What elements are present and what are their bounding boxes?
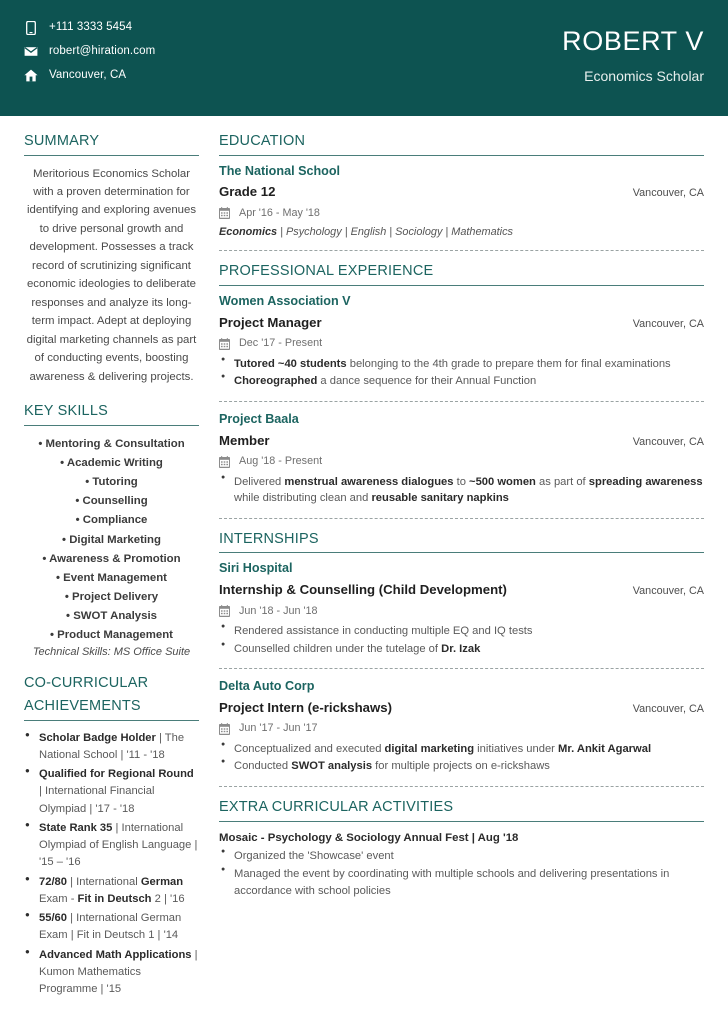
achievements-rule — [24, 720, 199, 721]
bullet-item — [219, 741, 704, 758]
achievement-item — [24, 730, 199, 765]
extra-curricular-entries — [219, 831, 704, 900]
key-skill-item — [24, 473, 199, 492]
bullet-item — [219, 373, 704, 390]
emphasis-text: Scholar Badge Holder — [39, 731, 156, 744]
location-text: Vancouver, CA — [49, 68, 127, 81]
bullet-item — [219, 866, 704, 899]
experience-entry — [219, 295, 704, 390]
plain-text: to — [453, 475, 470, 488]
phone-icon — [24, 20, 38, 35]
candidate-name: ROBERT V — [562, 26, 704, 56]
candidate-role: Economics Scholar — [584, 68, 704, 84]
emphasis-text: spreading awareness — [588, 475, 703, 488]
emphasis-text: Mr. Ankit Agarwal — [558, 742, 652, 755]
plain-text: | International Financial Olympiad | '17 - '18 — [39, 785, 155, 815]
internship-entries — [219, 562, 704, 775]
contact-email[interactable] — [24, 44, 155, 59]
date-text: Jun '17 - Jun '17 — [239, 722, 318, 735]
plain-text: Counselled children under the tutelage of — [234, 642, 442, 655]
role-row — [219, 583, 704, 598]
entry-location: Vancouver, CA — [632, 187, 704, 200]
achievement-item — [24, 766, 199, 818]
organization-name: Women Association V — [219, 293, 351, 308]
organization-name: The National School — [219, 163, 341, 178]
extra-curricular-heading: EXTRA CURRICULAR ACTIVITIES — [219, 799, 454, 816]
section-achievements — [24, 674, 199, 998]
key-skill-label: Product Management — [57, 629, 173, 642]
bullet-dot: • — [75, 495, 83, 508]
emphasis-text: German — [140, 875, 184, 888]
key-skill-item — [24, 626, 199, 645]
key-skill-label: Academic Writing — [66, 456, 163, 469]
plain-text: Managed the event by coordinating with multiple schools and delivering presentations in accordance with school policies — [234, 867, 670, 897]
education-rule — [219, 155, 704, 156]
key-skill-label: Tutoring — [92, 476, 138, 489]
calendar-icon — [219, 338, 230, 350]
bullet-item — [219, 758, 704, 775]
plain-text: a dance sequence for their Annual Function — [317, 375, 537, 388]
entry-location: Vancouver, CA — [632, 703, 704, 715]
date-text: Apr '16 - May '18 — [239, 206, 320, 219]
emphasis-text: Qualified for Regional Round — [39, 768, 194, 781]
key-skill-item — [24, 492, 199, 511]
bullet-dot: • — [62, 533, 70, 546]
achievements-heading-line2: ACHIEVEMENTS — [24, 697, 141, 714]
extra-curricular-rule — [219, 821, 704, 822]
key-skill-label: Digital Marketing — [69, 533, 161, 546]
plain-text: initiatives under — [474, 742, 559, 755]
date-text: Aug '18 - Present — [239, 455, 323, 468]
plain-text: Delivered — [234, 475, 285, 488]
date-text: Jun '18 - Jun '18 — [239, 604, 318, 617]
entry-location: Vancouver, CA — [632, 317, 704, 330]
role-row — [219, 185, 704, 200]
main-column — [211, 116, 728, 1014]
key-skill-item — [24, 511, 199, 530]
experience-entries — [219, 295, 704, 507]
organization-name: Siri Hospital — [219, 561, 293, 576]
key-skill-item — [24, 607, 199, 626]
experience-rule — [219, 285, 704, 286]
plain-text: 2 | '16 — [151, 892, 185, 905]
key-skill-label: Event Management — [63, 571, 167, 584]
role-row — [219, 316, 704, 331]
key-skill-label: Project Delivery — [72, 590, 159, 603]
entry-location: Vancouver, CA — [632, 585, 704, 598]
resume-body — [0, 116, 728, 1014]
contact-location[interactable] — [24, 68, 155, 83]
email-text: robert@hiration.com — [49, 44, 156, 57]
key-skill-item — [24, 569, 199, 588]
job-title: Project Manager — [219, 314, 322, 330]
key-skills-list — [24, 435, 199, 646]
bullet-dot: • — [85, 476, 93, 489]
bullet-list — [219, 741, 704, 775]
bullet-item — [219, 848, 704, 865]
plain-text: while distributing clean and — [234, 492, 372, 505]
internships-heading: INTERNSHIPS — [219, 530, 319, 547]
bullet-list — [219, 356, 704, 390]
envelope-icon — [24, 44, 38, 59]
job-title: Internship & Counselling (Child Development) — [219, 582, 507, 598]
contact-phone[interactable] — [24, 20, 155, 35]
bullet-dot: • — [66, 610, 74, 623]
achievement-item — [24, 947, 199, 999]
emphasis-text: Tutored ~40 students — [234, 357, 347, 370]
emphasis-text: Advanced Math Applications — [39, 948, 192, 961]
internships-rule — [219, 552, 704, 553]
key-skill-label: SWOT Analysis — [73, 610, 157, 623]
bullet-dot: • — [60, 456, 67, 469]
plain-text: Conceptualized and executed — [234, 742, 385, 755]
summary-heading: SUMMARY — [24, 133, 100, 149]
summary-rule — [24, 155, 199, 156]
phone-text: +111 3333 5454 — [49, 20, 133, 33]
achievements-list — [24, 730, 199, 999]
key-skill-label: Mentoring & Consultation — [45, 437, 185, 450]
bullet-item — [219, 641, 704, 658]
achievement-item — [24, 910, 199, 945]
entry-divider — [219, 668, 704, 669]
education-entry — [219, 165, 704, 240]
section-key-skills — [24, 402, 199, 658]
date-row — [219, 605, 704, 617]
section-summary — [24, 132, 199, 386]
plain-text: Conducted — [234, 760, 292, 773]
bullet-item — [219, 474, 704, 507]
divider-internships — [219, 786, 704, 787]
emphasis-text: Choreographed — [234, 375, 318, 388]
calendar-icon — [219, 207, 230, 219]
entry-divider — [219, 401, 704, 402]
entry-location: Vancouver, CA — [632, 435, 704, 448]
plain-text: for multiple projects on e-rickshaws — [372, 760, 550, 773]
section-internships — [219, 530, 704, 775]
bullet-item — [219, 356, 704, 373]
bullet-dot: • — [56, 571, 64, 584]
plain-text: as part of — [535, 475, 589, 488]
emphasis-text: digital marketing — [384, 742, 475, 755]
plain-text: Exam - — [39, 892, 78, 905]
contact-list — [24, 20, 155, 83]
key-skill-label: Awareness & Promotion — [49, 552, 181, 565]
internship-entry — [219, 562, 704, 657]
calendar-icon — [219, 723, 230, 735]
organization-name: Project Baala — [219, 411, 299, 426]
plain-text: | Psychology | English | Sociology | Mathematics — [277, 226, 513, 239]
summary-text: Meritorious Economics Scholar with a proven determination for identifying and exploring avenues to drive personal growth and development. Possesses a track record of scrutinizing significant economic ideologies to deliberate responses and analyze its long-term impact. Adept at deploying digital marketing channels as part of conducting events, boosting awareness & delivering projects. — [26, 167, 197, 383]
plain-text: Organized the 'Showcase' event — [234, 850, 394, 863]
plain-text: | International German Exam | Fit in Deutsch 1 | '14 — [39, 912, 182, 942]
bullet-list — [219, 623, 704, 657]
key-skill-item — [24, 454, 199, 473]
divider-education — [219, 250, 704, 251]
plain-text: | Kumon Mathematics Programme | '15 — [39, 948, 198, 996]
sidebar — [0, 116, 211, 1014]
emphasis-text: State Rank 35 — [39, 821, 113, 834]
achievement-item — [24, 820, 199, 872]
job-title: Project Intern (e-rickshaws) — [219, 700, 392, 715]
extra-curricular-title: Mosaic - Psychology & Sociology Annual Fest | Aug '18 — [219, 831, 519, 844]
section-extra-curricular — [219, 798, 704, 899]
job-title: Member — [219, 432, 270, 448]
bullet-item — [219, 623, 704, 640]
section-professional-experience — [219, 262, 704, 506]
emphasis-text: Fit in Deutsch — [77, 892, 152, 905]
bullet-dot: • — [38, 437, 46, 450]
plain-text: | International — [67, 875, 141, 888]
key-skill-item — [24, 588, 199, 607]
emphasis-text: ~500 women — [469, 475, 536, 488]
technical-skills-text: Technical Skills: MS Office Suite — [32, 646, 191, 659]
calendar-icon — [219, 605, 230, 617]
date-row — [219, 207, 704, 219]
bullet-dot: • — [50, 629, 58, 642]
key-skills-heading: KEY SKILLS — [24, 403, 108, 420]
achievement-item — [24, 874, 199, 909]
internship-entry — [219, 680, 704, 775]
emphasis-text: SWOT analysis — [291, 760, 373, 773]
key-skills-rule — [24, 425, 199, 426]
identity-block — [562, 20, 704, 83]
education-entries — [219, 165, 704, 240]
emphasis-text: Dr. Izak — [441, 642, 481, 655]
date-row — [219, 723, 704, 735]
key-skill-item — [24, 550, 199, 569]
emphasis-text: Economics — [219, 226, 278, 239]
bullet-dot: • — [75, 514, 83, 527]
emphasis-text: menstrual awareness dialogues — [284, 475, 454, 488]
experience-entry — [219, 413, 704, 507]
key-skill-item — [24, 531, 199, 550]
date-row — [219, 338, 704, 350]
section-education — [219, 132, 704, 239]
calendar-icon — [219, 456, 230, 468]
organization-name: Delta Auto Corp — [219, 679, 315, 694]
home-icon — [24, 68, 38, 83]
bullet-dot: • — [42, 552, 50, 565]
plain-text: | International Olympiad of English Language | '15 – '16 — [39, 821, 198, 869]
resume-header — [0, 0, 728, 116]
emphasis-text: reusable sanitary napkins — [371, 492, 509, 505]
role-row — [219, 434, 704, 449]
divider-experience — [219, 518, 704, 519]
date-row — [219, 456, 704, 468]
bullet-dot: • — [64, 590, 73, 603]
key-skill-item — [24, 435, 199, 454]
subjects-line — [219, 225, 704, 239]
bullet-list — [219, 474, 704, 507]
plain-text: | The National School | '11 - '18 — [39, 731, 185, 761]
achievements-heading-line1: CO-CURRICULAR — [24, 675, 149, 692]
emphasis-text: 55/60 — [39, 912, 67, 925]
job-title: Grade 12 — [219, 184, 276, 200]
plain-text: belonging to the 4th grade to prepare them for final examinations — [346, 357, 671, 370]
key-skill-label: Compliance — [82, 514, 148, 527]
role-row — [219, 701, 704, 716]
key-skill-label: Counselling — [82, 495, 148, 508]
education-heading: EDUCATION — [219, 133, 306, 149]
date-text: Dec '17 - Present — [239, 337, 323, 350]
plain-text: Rendered assistance in conducting multiple EQ and IQ tests — [234, 625, 533, 637]
emphasis-text: 72/80 — [39, 875, 67, 888]
bullet-list — [219, 848, 704, 899]
experience-heading: PROFESSIONAL EXPERIENCE — [219, 263, 434, 280]
